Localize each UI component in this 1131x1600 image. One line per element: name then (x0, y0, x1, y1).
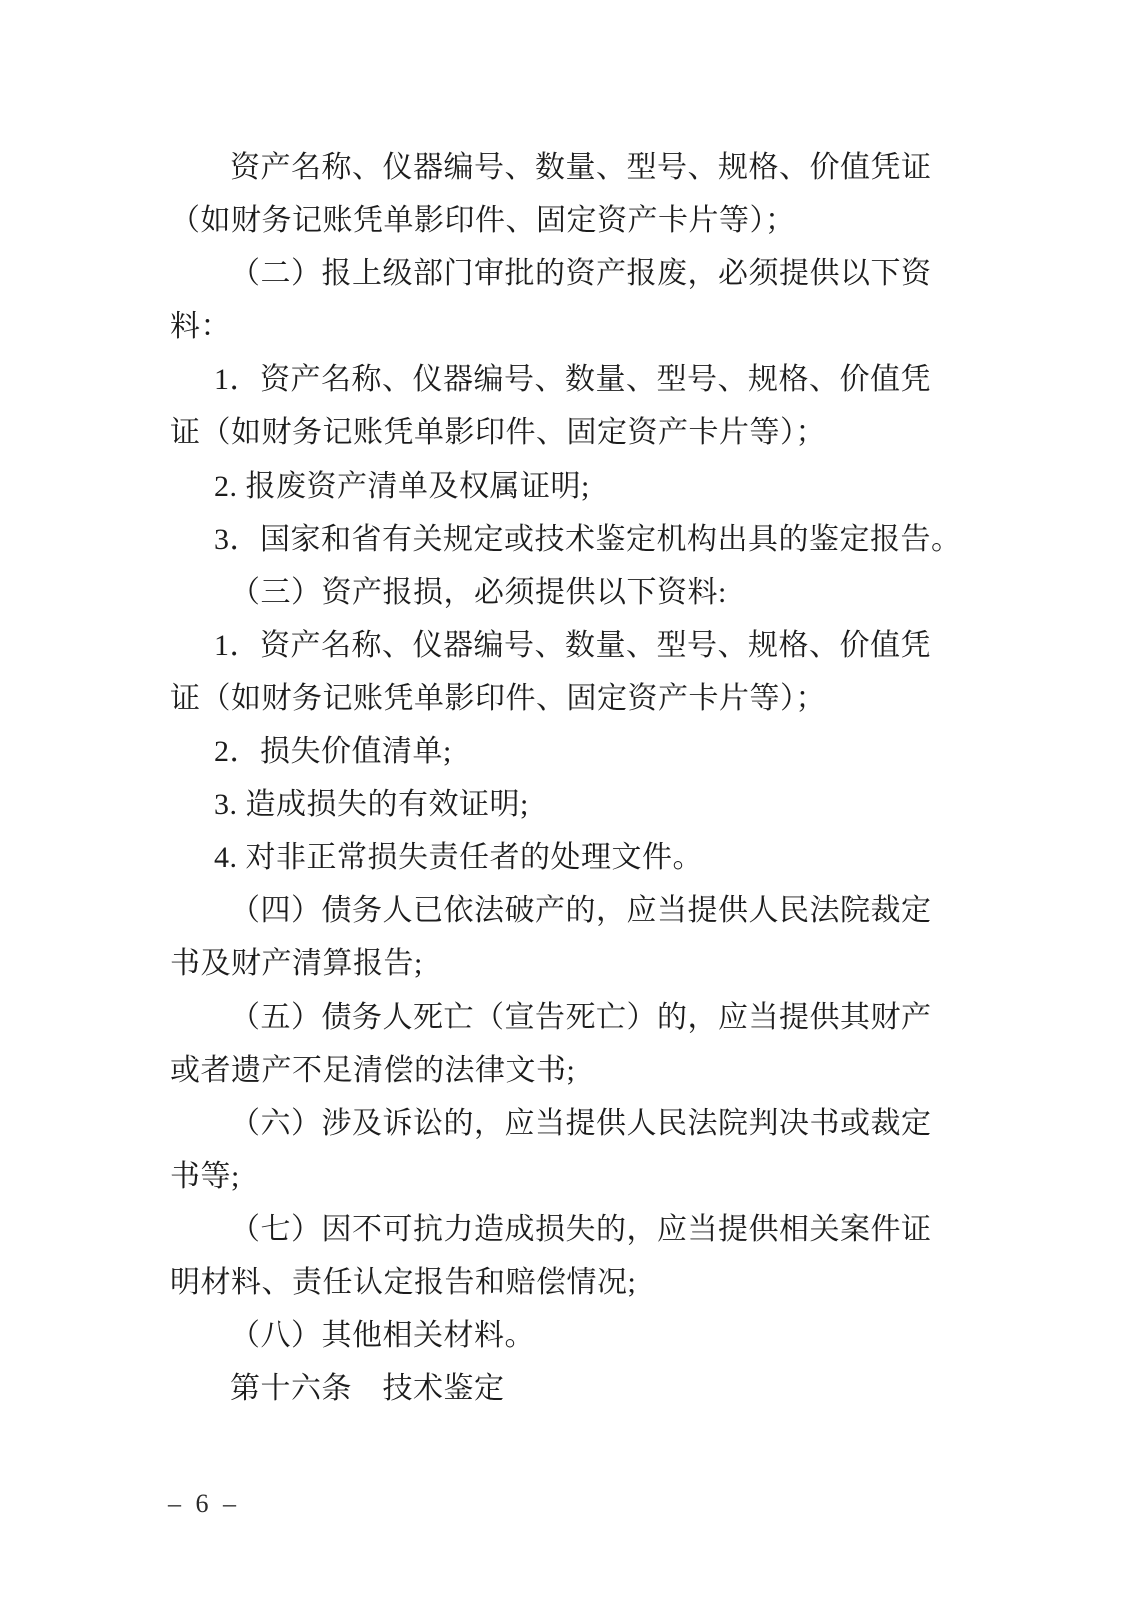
document-line: （七）因不可抗力造成损失的，应当提供相关案件证 (230, 1212, 932, 1246)
document-line: （六）涉及诉讼的，应当提供人民法院判决书或裁定 (230, 1106, 932, 1140)
document-line: 明材料、责任认定报告和赔偿情况; (170, 1265, 637, 1299)
document-line: 1．资产名称、仪器编号、数量、型号、规格、价值凭 (214, 363, 931, 397)
document-line: 1．资产名称、仪器编号、数量、型号、规格、价值凭 (214, 628, 931, 662)
document-line: 证（如财务记账凭单影印件、固定资产卡片等）； (170, 416, 826, 450)
document-line: 第十六条 技术鉴定 (230, 1372, 505, 1406)
document-line: （四）债务人已依法破产的，应当提供人民法院裁定 (230, 894, 932, 928)
document-line: 3. 造成损失的有效证明; (214, 788, 529, 822)
document-line: 3．国家和省有关规定或技术鉴定机构出具的鉴定报告。 (214, 522, 962, 556)
document-line: （三）资产报损，必须提供以下资料: (230, 575, 727, 609)
document-body (170, 141, 1000, 1415)
document-line: 证（如财务记账凭单影印件、固定资产卡片等）； (170, 681, 826, 715)
document-line: 2. 报废资产清单及权属证明; (214, 469, 590, 503)
document-line: 书等; (170, 1159, 240, 1193)
document-line: 或者遗产不足清偿的法律文书; (170, 1053, 576, 1087)
document-line: （八）其他相关材料。 (230, 1319, 535, 1353)
document-line: （如财务记账凭单影印件、固定资产卡片等）； (170, 204, 796, 238)
document-line: 2．损失价值清单; (214, 735, 452, 769)
document-line: 4. 对非正常损失责任者的处理文件。 (214, 841, 703, 875)
document-line: （二）报上级部门审批的资产报废，必须提供以下资 (230, 257, 932, 291)
page-number: – 6 – (168, 1489, 240, 1518)
document-line: 料： (170, 310, 231, 344)
document-line: 书及财产清算报告; (170, 947, 423, 981)
document-line: （五）债务人死亡（宣告死亡）的，应当提供其财产 (230, 1000, 932, 1034)
document-line: 资产名称、仪器编号、数量、型号、规格、价值凭证 (230, 151, 932, 184)
